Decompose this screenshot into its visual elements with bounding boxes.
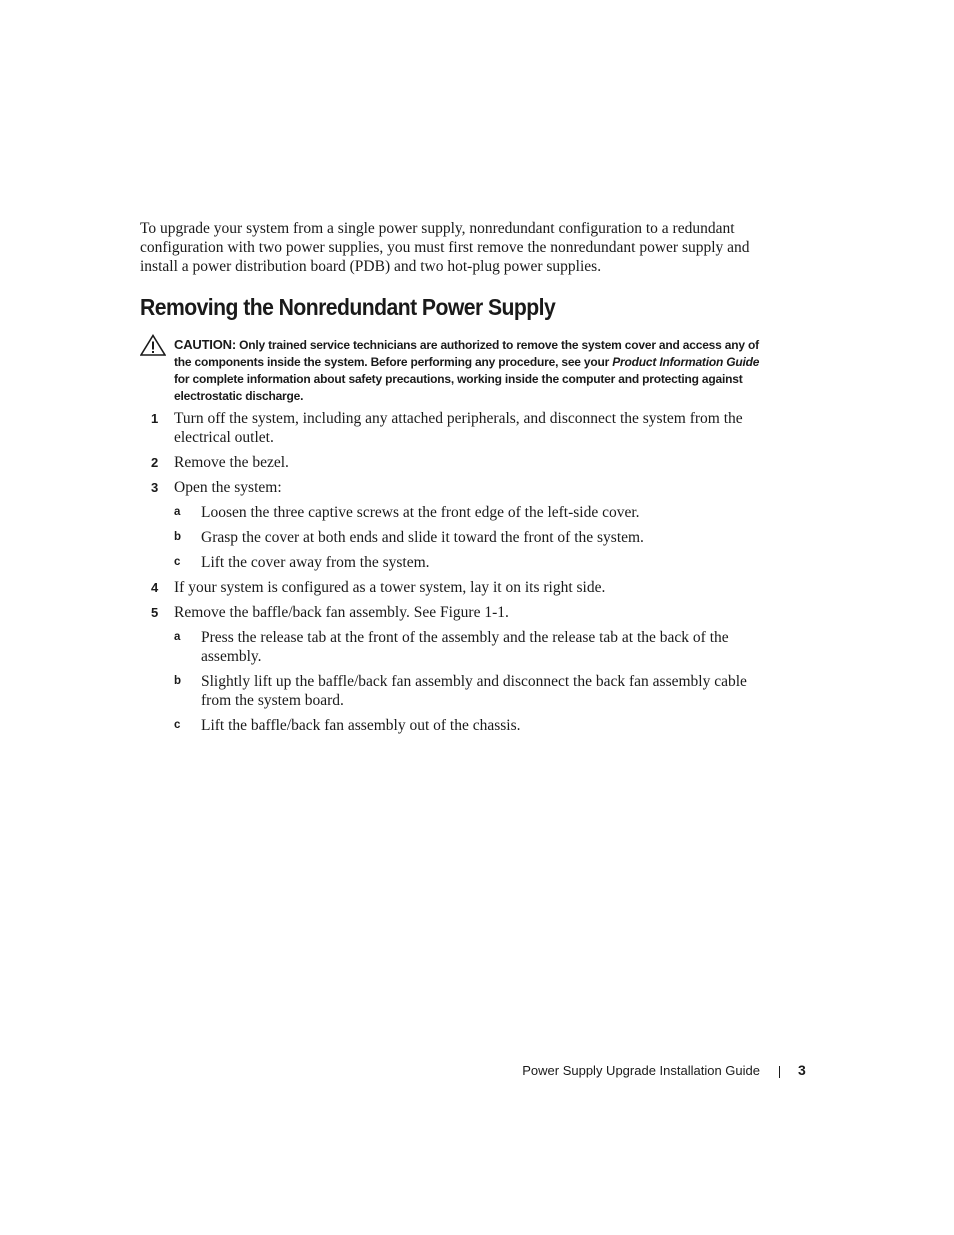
step-text: Open the system: <box>174 479 282 496</box>
step-text: If your system is configured as a tower system, lay it on its right side. <box>174 579 606 596</box>
substep-text: Lift the cover away from the system. <box>201 554 430 571</box>
substep-item <box>140 528 780 547</box>
substep-letter: c <box>174 556 181 568</box>
caution-text <box>174 336 764 405</box>
step-text: Remove the baffle/back fan assembly. See Figure 1-1. <box>174 604 509 621</box>
caution-body-end: for complete information about safety precautions, working inside the computer and protecting against electrostatic discharge. <box>174 372 743 403</box>
step-text: Remove the bezel. <box>174 454 289 471</box>
caution-body-start: Only trained service technicians are authorized to remove the system cover and access any of the components inside the system. Before performing any procedure, see your <box>174 338 759 369</box>
substep-letter: c <box>174 719 181 731</box>
step-item <box>140 478 780 572</box>
substep-letter: a <box>174 631 181 643</box>
substep-item <box>140 628 780 666</box>
substep-item <box>140 553 780 572</box>
substep-item <box>140 716 780 735</box>
footer-document-title: Power Supply Upgrade Installation Guide <box>522 1063 760 1078</box>
substep-text: Loosen the three captive screws at the front edge of the left-side cover. <box>201 504 640 521</box>
substep-item <box>140 672 780 710</box>
substep-letter: b <box>174 531 182 543</box>
substep-text: Grasp the cover at both ends and slide it toward the front of the system. <box>201 529 644 546</box>
substep-letter: b <box>174 675 182 687</box>
step-item <box>140 409 780 447</box>
step-number: 2 <box>151 455 159 470</box>
caution-label: CAUTION: <box>174 337 236 352</box>
step-number: 4 <box>151 580 159 595</box>
step-item <box>140 578 780 597</box>
step-number: 1 <box>151 411 159 426</box>
step-item <box>140 453 780 472</box>
section-heading: Removing the Nonredundant Power Supply <box>140 294 556 320</box>
warning-triangle-icon <box>140 334 166 356</box>
caution-guide-reference: Product Information Guide <box>612 355 760 369</box>
footer-separator <box>779 1066 780 1078</box>
substep-text: Lift the baffle/back fan assembly out of the chassis. <box>201 717 521 734</box>
procedure-steps <box>140 409 780 741</box>
step-number: 5 <box>151 605 159 620</box>
step-item <box>140 603 780 735</box>
intro-paragraph: To upgrade your system from a single power supply, nonredundant configuration to a redundant configuration with two power supplies, you must first remove the nonredundant power supply and install a power distribution board (PDB) and two hot-plug power supplies. <box>140 220 750 275</box>
substep-letter: a <box>174 506 181 518</box>
substep-text: Slightly lift up the baffle/back fan assembly and disconnect the back fan assembly cable from the system board. <box>201 673 747 709</box>
step-text: Turn off the system, including any attached peripherals, and disconnect the system from the electrical outlet. <box>174 410 743 446</box>
substep-item <box>140 503 780 522</box>
step-number: 3 <box>151 480 159 495</box>
substep-text: Press the release tab at the front of the assembly and the release tab at the back of the assembly. <box>201 629 729 665</box>
page-number: 3 <box>798 1062 806 1078</box>
